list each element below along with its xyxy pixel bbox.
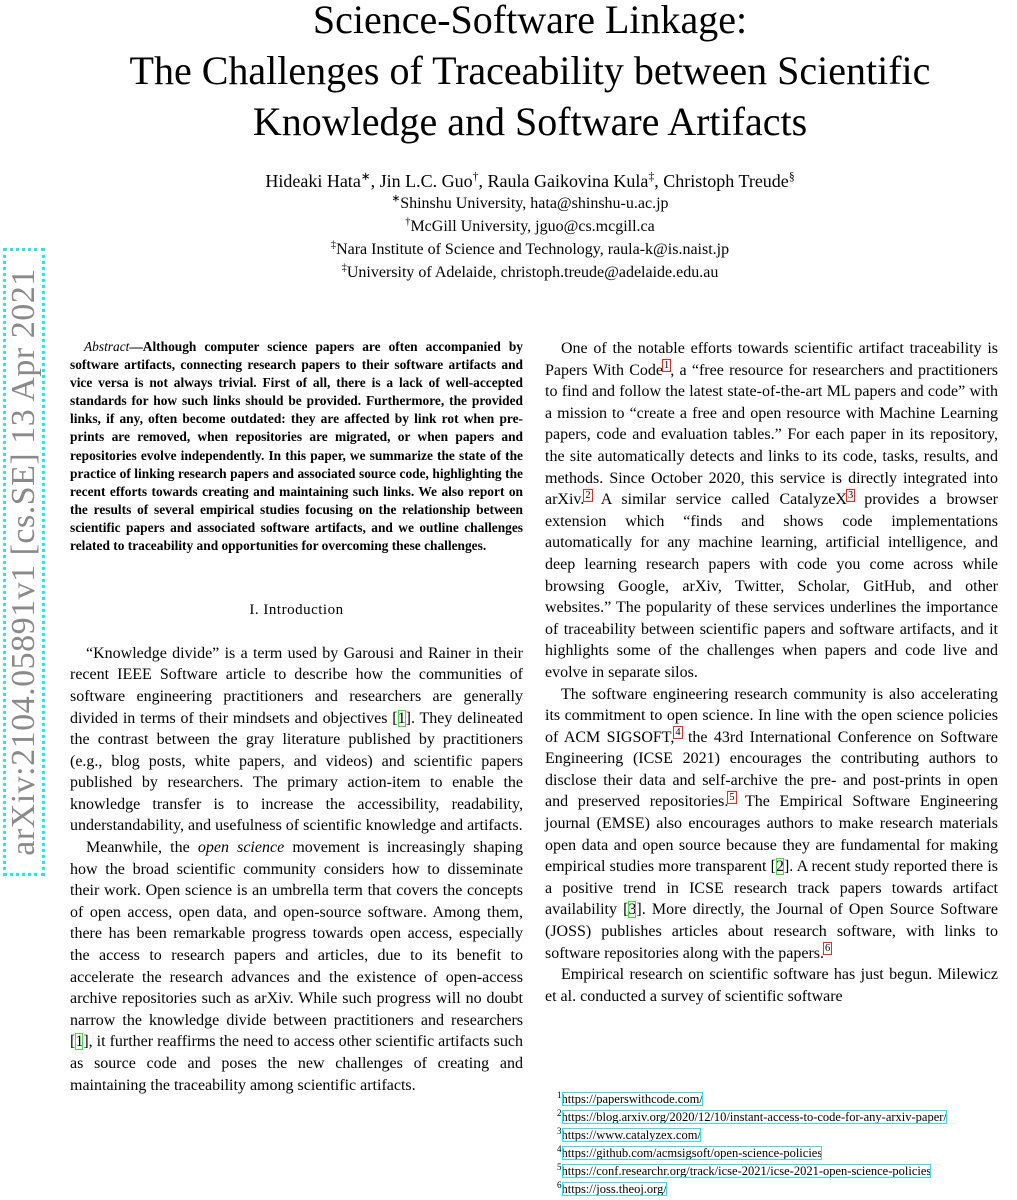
left-column [70, 338, 523, 1096]
footnote-link[interactable]: 4 [675, 727, 681, 739]
text: ]. They delineated the contrast between the gray literature published by practitioners (e.g., blog posts, white papers, and videos) and scientific papers published by researchers. The primary action-item to enable the knowledge transfer is to increase the accessibility, readability, understandability, and usefulness of scientific knowledge and artifacts. [70, 709, 523, 835]
text: A similar service called CatalyzeX [591, 491, 847, 509]
text: ], it further reaffirms the need to access other scientific artifacts such as source code and poses the new challenges of creating and maintaining the traceability among scientific artifacts. [70, 1033, 523, 1094]
title-line: Knowledge and Software Artifacts [252, 99, 808, 144]
arxiv-id-text: arXiv:2104.05891v1 [cs.SE] 13 Apr 2021 [5, 268, 42, 856]
footnote [557, 1162, 947, 1180]
author-list: Hideaki Hata∗, Jin L.C. Guo†, Raula Gaikovina Kula‡, Christoph Treude§ [265, 170, 795, 191]
text: Empirical research on scientific software has just begun. Milewicz et al. conducted a survey of scientific software [545, 966, 998, 1005]
title-line: Science-Software Linkage: [312, 0, 748, 42]
footnote-link[interactable]: 6 [825, 943, 831, 955]
title-line: The Challenges of Traceability between Scientific [129, 48, 931, 93]
footnote-link[interactable]: 1 [664, 360, 670, 372]
author: Hideaki Hata∗ [265, 170, 371, 191]
footnote [557, 1180, 947, 1198]
footnote-number: 2 [557, 1107, 562, 1118]
paragraph [545, 684, 998, 965]
footnote [557, 1126, 947, 1144]
footnotes [557, 1090, 947, 1198]
affiliation: ‡University of Adelaide, christoph.treude@adelaide.edu.au [341, 262, 719, 281]
footnote-url-link[interactable]: https://joss.theoj.org/ [561, 1182, 667, 1196]
footnote-url-link[interactable]: https://paperswithcode.com/ [561, 1092, 703, 1106]
citation-link[interactable]: 1 [397, 709, 406, 727]
text: the 43rd International Conference on Software Engineering (ICSE 2021) encourages the contributing authors to disclose their data and self-archive the pre- and post-prints in open and preserved repositories. [545, 728, 998, 811]
citation-link[interactable]: 1 [75, 1033, 84, 1051]
paragraph [70, 837, 523, 1096]
footnote-link[interactable]: 2 [585, 489, 591, 501]
text: Meanwhile, the [86, 839, 198, 857]
arxiv-stamp[interactable] [3, 248, 45, 876]
footnote-url-link[interactable]: https://blog.arxiv.org/2020/12/10/instant-access-to-code-for-any-arxiv-paper/ [561, 1110, 947, 1124]
footnote-link[interactable]: 3 [847, 489, 854, 501]
citation-link[interactable]: 2 [775, 858, 784, 876]
abstract-label: Abstract [84, 339, 130, 354]
paper-title [0, 0, 1017, 147]
text: , a “free resource for researchers and practitioners to find and follow the latest state-of-the-art ML papers and code” with a mission to “create a free and open resource with Machine Learning papers, code and evaluation tables.” For each paper in its repository, the site automatically detects and links to its code, tasks, results, and methods. Since October 2020, this service is directly integrated into arXiv. [545, 361, 999, 509]
footnote-link[interactable]: 5 [729, 792, 735, 804]
abstract [70, 338, 523, 555]
paragraph [70, 643, 523, 837]
text: “Knowledge divide” is a term used by Garousi and Rainer in their recent IEEE Software article to describe how the communities of software engineering practitioners and researchers are generally divided in terms of their mindsets and objectives [ [70, 644, 523, 727]
introduction-body-continued [545, 338, 998, 1007]
right-column [545, 338, 998, 1007]
text: The Empirical Software Engineering journal (EMSE) also encourages authors to make research materials open data and open source because they are fundamental for making empirical studies more transparent [ [545, 793, 999, 876]
footnote-number: 6 [557, 1179, 562, 1190]
text: ]. A recent study reported there is a positive trend in ICSE research track papers towards artifact availability [ [545, 858, 998, 919]
author: Raula Gaikovina Kula‡ [487, 170, 655, 191]
author-block [0, 170, 1017, 284]
footnote-url-link[interactable]: https://github.com/acmsigsoft/open-science-policies [561, 1146, 823, 1160]
text: One of the notable efforts towards scientific artifact traceability is Papers With Code [545, 340, 998, 379]
affiliation: †McGill University, jguo@cs.mcgill.ca [405, 216, 655, 235]
author: Jin L.C. Guo† [379, 170, 479, 191]
text: provides a browser extension which “finds and shows code implementations automatically for any machine learning, artificial intelligence, and deep learning research papers with code you come across while browsing Google, arXiv, Twitter, Scholar, GitHub, and other websites.” The popularity of these services underlines the importance of traceability between scientific papers and software artifacts, and it highlights some of the challenges when papers and code live and evolve in separate silos. [545, 491, 999, 681]
author: Christoph Treude§ [663, 170, 795, 191]
footnote [557, 1108, 947, 1126]
text: movement is increasingly shaping how the broad scientific community considers how to disseminate their work. Open science is an umbrella term that covers the concepts of open access, open data, and open-source software. Among them, there has been remarkable progress towards open access, especially the access to research papers and articles, due to its benefit to accelerate the research advances and the existence of open-access archive repositories such as arXiv. While such progress will no doubt narrow the knowledge divide between practitioners and researchers [ [70, 839, 523, 1051]
footnote [557, 1090, 947, 1108]
paragraph [545, 338, 998, 684]
footnote-url-link[interactable]: https://conf.researchr.org/track/icse-2021/icse-2021-open-science-policies [561, 1164, 932, 1178]
introduction-body [70, 643, 523, 1096]
affiliation: ∗Shinshu University, hata@shinshu-u.ac.jp [391, 193, 669, 212]
section-heading: I. Introduction [249, 602, 344, 619]
abstract-text: —Although computer science papers are often accompanied by software artifacts, connecting research papers to their software artifacts and vice versa is not always trivial. First of all, there is a lack of well-accepted standards for how such links should be provided. Furthermore, the provided links, if any, often become outdated: they are affected by link rot when pre-prints are removed, when repositories are migrated, or when papers and repositories evolve independently. In this paper, we summarize the state of the practice of linking research papers and associated source code, highlighting the recent efforts towards creating and maintaining such links. We also report on the results of several empirical studies focusing on the relationship between scientific papers and associated software artifacts, and we outline challenges related to traceability and opportunities for overcoming these challenges. [70, 339, 523, 554]
text: ]. More directly, the Journal of Open Source Software (JOSS) publishes articles about research software, with links to software repositories along with the papers. [545, 901, 998, 962]
citation-link[interactable]: 3 [628, 901, 637, 919]
footnote-number: 3 [557, 1125, 562, 1136]
affiliation: ‡Nara Institute of Science and Technology, raula-k@is.naist.jp [330, 239, 730, 258]
emphasis-text: open science [197, 839, 285, 857]
footnote [557, 1144, 947, 1162]
paragraph [545, 964, 998, 1007]
footnote-number: 5 [557, 1161, 562, 1172]
footnote-url-link[interactable]: https://www.catalyzex.com/ [561, 1128, 701, 1142]
footnote-number: 4 [557, 1143, 562, 1154]
footnote-number: 1 [557, 1089, 562, 1100]
text: The software engineering research community is also accelerating its commitment to open science. In line with the open science policies of ACM SIGSOFT, [545, 685, 998, 746]
